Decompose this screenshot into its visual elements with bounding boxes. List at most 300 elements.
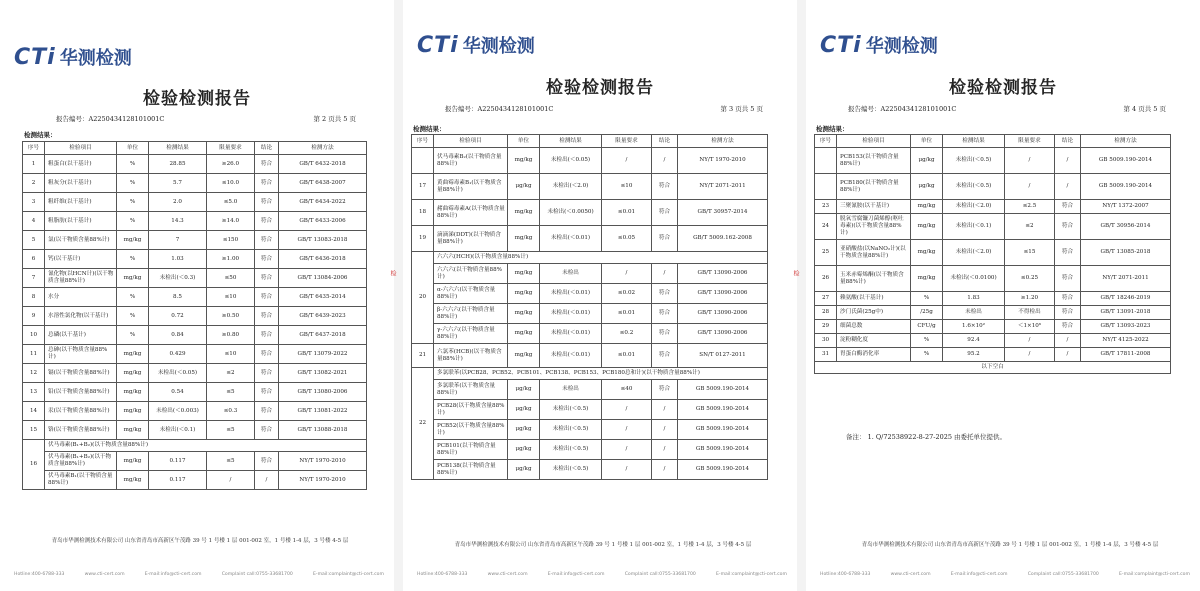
table-row <box>23 364 367 383</box>
stamp: 检 <box>389 270 396 276</box>
table-cell: / <box>602 264 652 284</box>
logo-text: 华测检测 <box>865 36 938 57</box>
column-header: 单位 <box>508 135 540 148</box>
table-cell: ≤5 <box>207 383 255 402</box>
table-cell: 1.83 <box>943 292 1005 306</box>
report-number: 报告编号：A2250434128101001C <box>445 105 554 113</box>
table-cell: mg/kg <box>117 364 149 383</box>
table-cell: ≥1.20 <box>1005 292 1055 306</box>
table-cell: GB/T 18246-2019 <box>1081 292 1171 306</box>
table-row <box>23 155 367 174</box>
table-cell: 粗蛋白(以干基计) <box>45 155 117 174</box>
table-cell: 多氯联苯(以干物质含量88%计) <box>434 380 508 400</box>
column-header: 检测方法 <box>279 142 367 155</box>
table-cell: % <box>911 292 943 306</box>
table-cell: GB 5009.190-2014 <box>678 460 768 480</box>
contact-item: E-mail:complaint@cti-cert.com <box>1119 572 1190 577</box>
table-cell: ≤10.0 <box>207 174 255 193</box>
table-cell: 未检出(＜0.0100) <box>943 266 1005 292</box>
table-cell: 0.117 <box>149 471 207 490</box>
report-meta <box>56 114 356 123</box>
table-cell: 未检出(＜0.5) <box>540 420 602 440</box>
table-cell: 符合 <box>652 380 678 400</box>
end-marker: 以下空白 <box>815 362 1171 374</box>
column-header: 序号 <box>412 135 434 148</box>
table-cell: 不得检出 <box>1005 306 1055 320</box>
table-cell: 钙(以干基计) <box>45 250 117 269</box>
report-meta <box>848 104 1166 113</box>
table-cell: 符合 <box>255 288 279 307</box>
table-cell: 11 <box>23 345 45 364</box>
table-row <box>815 174 1171 200</box>
table-cell: 2.0 <box>149 193 207 212</box>
table-cell: % <box>911 348 943 362</box>
table-cell: % <box>117 288 149 307</box>
table-cell: 5.7 <box>149 174 207 193</box>
table-cell: 符合 <box>1055 200 1081 214</box>
page-number: 第 3 页共 5 页 <box>720 105 763 113</box>
table-cell: 黄曲霉毒素B₁(以干物质含量88%计) <box>434 174 508 200</box>
table-cell: / <box>652 400 678 420</box>
table-cell: 伏马毒素B₁(以干物质含量88%计) <box>45 471 117 490</box>
table-cell: CFU/g <box>911 320 943 334</box>
table-cell: mg/kg <box>117 345 149 364</box>
table-cell: ≤2 <box>1005 214 1055 240</box>
table-cell: ≤50 <box>207 269 255 288</box>
table-cell: ≤5 <box>207 452 255 471</box>
table-cell: PCB28(以干物质含量88%计) <box>434 400 508 420</box>
table-cell: / <box>652 420 678 440</box>
table-cell: 符合 <box>255 269 279 288</box>
contact-bar <box>14 572 384 577</box>
table-cell: GB/T 6437-2018 <box>279 326 367 345</box>
column-header: 检验项目 <box>45 142 117 155</box>
contact-item: Hotline:400-6788-333 <box>417 572 468 577</box>
table-cell: 7 <box>149 231 207 250</box>
table-cell: mg/kg <box>911 200 943 214</box>
column-header: 单位 <box>117 142 149 155</box>
table-cell: 水分 <box>45 288 117 307</box>
remarks-text: 1. Q/72538922-8-27-2025 由委托单位提供。 <box>867 433 1007 441</box>
table-cell: GB/T 13083-2018 <box>279 231 367 250</box>
table-cell: ≤5.0 <box>207 193 255 212</box>
table-row <box>815 320 1171 334</box>
table-cell: 1.03 <box>149 250 207 269</box>
contact-item: E-mail:info@cti-cert.com <box>950 572 1008 577</box>
table-cell: 符合 <box>255 174 279 193</box>
table-cell: GB/T 13090-2006 <box>678 304 768 324</box>
table-cell: GB/T 13091-2018 <box>1081 306 1171 320</box>
report-number: 报告编号：A2250434128101001C <box>56 115 165 123</box>
table-cell: 镉(以干物质含量88%计) <box>45 364 117 383</box>
results-table <box>22 141 367 490</box>
table-cell: 未检出(＜0.05) <box>149 364 207 383</box>
table-cell: GB/T 13090-2006 <box>678 264 768 284</box>
table-cell: GB/T 13093-2023 <box>1081 320 1171 334</box>
table-cell: PCB52(以干物质含量88%计) <box>434 420 508 440</box>
table-cell: 符合 <box>652 324 678 344</box>
table-cell: μg/kg <box>508 420 540 440</box>
table-row <box>23 452 367 471</box>
table-cell: 符合 <box>255 231 279 250</box>
table-cell: / <box>602 400 652 420</box>
table-cell: 31 <box>815 348 837 362</box>
row-number: 20 <box>412 252 434 344</box>
table-cell: 3 <box>23 193 45 212</box>
page-footer: 青岛市华测检测技术有限公司 山东省青岛市高新区午茂路 39 号 1 号楼 1 层 001-002 室，1 号楼 1-4 层，3 号楼 4-5 层 <box>861 542 1159 548</box>
table-cell: ≤2.5 <box>1005 200 1055 214</box>
table-cell: PCB138(以干物质含量88%计) <box>434 460 508 480</box>
table-cell: 26 <box>815 266 837 292</box>
table-cell: NY/T 1970-2010 <box>678 148 768 174</box>
table-cell: 21 <box>412 344 434 368</box>
table-cell: 30 <box>815 334 837 348</box>
table-cell: 胃蛋白酶消化率 <box>837 348 911 362</box>
table-cell: 18 <box>412 200 434 226</box>
table-cell: ≤2 <box>207 364 255 383</box>
results-table <box>411 134 768 480</box>
table-cell: 19 <box>412 226 434 252</box>
logo-mark: CTi <box>14 44 56 70</box>
table-row <box>412 400 768 420</box>
table-cell: / <box>1005 174 1055 200</box>
table-cell: 总砷(以干物质含量88%计) <box>45 345 117 364</box>
table-row <box>23 212 367 231</box>
table-row <box>23 402 367 421</box>
table-cell: SN/T 0127-2011 <box>678 344 768 368</box>
table-cell: ≤0.05 <box>602 226 652 252</box>
table-cell: 符合 <box>1055 306 1081 320</box>
table-cell: μg/kg <box>508 440 540 460</box>
table-cell: 0.72 <box>149 307 207 326</box>
table-cell: / <box>207 471 255 490</box>
table-cell: ≥0.50 <box>207 307 255 326</box>
table-cell: ≤0.3 <box>207 402 255 421</box>
report-page-4 <box>806 0 1200 591</box>
table-cell: 符合 <box>1055 320 1081 334</box>
table-cell: mg/kg <box>508 284 540 304</box>
table-cell: GB/T 13079-2022 <box>279 345 367 364</box>
table-cell: 未检出(＜0.1) <box>149 421 207 440</box>
table-cell: mg/kg <box>508 148 540 174</box>
page-footer: 青岛市华测检测技术有限公司 山东省青岛市高新区午茂路 39 号 1 号楼 1 层 001-002 室，1 号楼 1-4 层，3 号楼 4-5 层 <box>454 542 752 548</box>
table-row <box>23 174 367 193</box>
table-cell: NY/T 2071-2011 <box>1081 266 1171 292</box>
table-row <box>815 306 1171 320</box>
table-cell: ＜1×10⁶ <box>1005 320 1055 334</box>
table-cell: mg/kg <box>508 304 540 324</box>
column-header: 检验项目 <box>434 135 508 148</box>
table-cell: 1.6×10² <box>943 320 1005 334</box>
table-cell: 符合 <box>1055 292 1081 306</box>
table-header <box>23 142 367 155</box>
table-row <box>815 240 1171 266</box>
table-row <box>815 148 1171 174</box>
table-cell: 符合 <box>1055 266 1081 292</box>
table-cell: 粗脂肪(以干基计) <box>45 212 117 231</box>
table-header <box>815 135 1171 148</box>
table-cell: 三聚氰胺(以干基计) <box>837 200 911 214</box>
table-row <box>815 266 1171 292</box>
table-cell: 14 <box>23 402 45 421</box>
table-cell: 0.117 <box>149 452 207 471</box>
table-cell: % <box>117 326 149 345</box>
table-cell: 未检出(＜0.0050) <box>540 200 602 226</box>
logo-text: 华测检测 <box>462 36 535 57</box>
group-title: 伏马毒素(B₁+B₂)(以干物质含量88%计) <box>45 440 367 452</box>
table-cell: 13 <box>23 383 45 402</box>
table-cell: 92.4 <box>943 334 1005 348</box>
column-header: 限量要求 <box>1005 135 1055 148</box>
table-cell: NY/T 4125-2022 <box>1081 334 1171 348</box>
table-cell: 未检出(＜0.01) <box>540 344 602 368</box>
table-cell: ≤5 <box>207 421 255 440</box>
table-cell: ≥26.0 <box>207 155 255 174</box>
table-cell: 脱氧雪腐镰刀菌烯醇(呕吐毒素)(以干物质含量88%计) <box>837 214 911 240</box>
table-cell: 总磷(以干基计) <box>45 326 117 345</box>
table-cell: / <box>602 420 652 440</box>
table-cell: 符合 <box>255 212 279 231</box>
table-cell: 28.85 <box>149 155 207 174</box>
contact-bar <box>820 572 1190 577</box>
table-cell: / <box>652 440 678 460</box>
table-cell: GB/T 6432-2018 <box>279 155 367 174</box>
table-cell: 未检出(＜0.05) <box>540 148 602 174</box>
table-row <box>412 148 768 174</box>
table-cell: / <box>602 440 652 460</box>
contact-item: Complaint call:0755-33681700 <box>221 572 293 577</box>
table-cell: / <box>1005 334 1055 348</box>
table-cell: α-六六六(以干物质含量88%计) <box>434 284 508 304</box>
table-row <box>23 231 367 250</box>
table-cell: 符合 <box>652 284 678 304</box>
table-cell: 未检出(＜0.1) <box>943 214 1005 240</box>
table-cell: PCB153(以干物质含量88%计) <box>837 148 911 174</box>
table-cell: 符合 <box>1055 214 1081 240</box>
table-cell: 4 <box>23 212 45 231</box>
table-cell: NY/T 2071-2011 <box>678 174 768 200</box>
table-cell: 未检出(＜0.5) <box>943 148 1005 174</box>
table-cell: ≤40 <box>602 380 652 400</box>
table-row <box>23 383 367 402</box>
column-header: 结论 <box>255 142 279 155</box>
table-cell: μg/kg <box>508 174 540 200</box>
table-cell: 未检出(＜2.0) <box>943 200 1005 214</box>
table-cell: 12 <box>23 364 45 383</box>
column-header: 检测结果 <box>943 135 1005 148</box>
cti-logo <box>820 32 938 58</box>
table-cell: 未检出(＜0.5) <box>540 400 602 420</box>
table-cell: GB/T 13090-2006 <box>678 324 768 344</box>
table-cell: GB/T 13081-2022 <box>279 402 367 421</box>
table-cell: ≥14.0 <box>207 212 255 231</box>
table-row <box>412 380 768 400</box>
logo-mark: CTi <box>820 32 862 58</box>
table-row <box>815 334 1171 348</box>
stamp: 检 <box>792 270 799 276</box>
table-cell: ≤15 <box>1005 240 1055 266</box>
table-row <box>412 420 768 440</box>
table-cell: 未检出(＜0.003) <box>149 402 207 421</box>
table-cell: GB 5009.190-2014 <box>678 400 768 420</box>
table-cell: GB/T 6433-2006 <box>279 212 367 231</box>
table-cell: ≤0.25 <box>1005 266 1055 292</box>
table-cell: 7 <box>23 269 45 288</box>
table-cell: mg/kg <box>508 226 540 252</box>
table-cell: PCB101(以干物质含量88%计) <box>434 440 508 460</box>
table-cell: 27 <box>815 292 837 306</box>
table-cell: 10 <box>23 326 45 345</box>
table-cell: GB 5009.190-2014 <box>678 380 768 400</box>
table-cell: 14.3 <box>149 212 207 231</box>
contact-bar <box>417 572 787 577</box>
page-title: 检验检测报告 <box>143 89 251 109</box>
table-cell: mg/kg <box>508 324 540 344</box>
table-cell: NY/T 1372-2007 <box>1081 200 1171 214</box>
table-cell: 未检出(＜0.3) <box>149 269 207 288</box>
table-row <box>412 284 768 304</box>
table-row <box>23 421 367 440</box>
table-cell: 汞(以干物质含量88%计) <box>45 402 117 421</box>
cti-logo <box>14 44 132 70</box>
table-row <box>815 200 1171 214</box>
page-number: 第 2 页共 5 页 <box>313 115 356 123</box>
table-cell: 伏马毒素B₂(以干物质含量88%计) <box>434 148 508 174</box>
table-cell: 0.429 <box>149 345 207 364</box>
table-cell: 铅(以干物质含量88%计) <box>45 383 117 402</box>
column-header: 结论 <box>652 135 678 148</box>
page-gap <box>394 0 403 591</box>
column-header: 序号 <box>815 135 837 148</box>
column-header: 检验项目 <box>837 135 911 148</box>
table-cell: % <box>911 334 943 348</box>
report-page-3 <box>403 0 797 591</box>
table-row <box>23 288 367 307</box>
table-row <box>23 307 367 326</box>
table-cell: / <box>1005 348 1055 362</box>
table-cell: 未检出(＜0.01) <box>540 226 602 252</box>
page-number: 第 4 页共 5 页 <box>1123 105 1166 113</box>
table-cell: 亚硝酸盐(以NaNO₂计)(以干物质含量88%计) <box>837 240 911 266</box>
contact-item: E-mail:info@cti-cert.com <box>144 572 202 577</box>
table-cell: mg/kg <box>508 264 540 284</box>
table-cell <box>815 148 837 174</box>
table-cell: 氰化物(以HCN计)(以干物质含量88%计) <box>45 269 117 288</box>
table-row <box>412 264 768 284</box>
table-cell: 符合 <box>255 326 279 345</box>
table-row <box>412 226 768 252</box>
table-cell: ≤150 <box>207 231 255 250</box>
table-cell: GB 5009.190-2014 <box>678 440 768 460</box>
table-cell: / <box>1005 148 1055 174</box>
table-cell: mg/kg <box>911 266 943 292</box>
table-cell: / <box>1055 174 1081 200</box>
table-cell: 15 <box>23 421 45 440</box>
contact-item: www.cti-cert.com <box>84 572 125 577</box>
table-row <box>815 214 1171 240</box>
contact-item: Hotline:400-6788-333 <box>820 572 871 577</box>
row-number: 16 <box>23 440 45 490</box>
table-cell: γ-六六六(以干物质含量88%计) <box>434 324 508 344</box>
table-cell: 铬(以干物质含量88%计) <box>45 421 117 440</box>
section-heading: 检测结果： <box>24 131 57 139</box>
table-row <box>412 200 768 226</box>
table-cell: mg/kg <box>117 269 149 288</box>
table-cell: GB/T 17811-2008 <box>1081 348 1171 362</box>
logo-text: 华测检测 <box>59 48 132 69</box>
table-cell: 符合 <box>255 402 279 421</box>
table-cell: mg/kg <box>508 200 540 226</box>
table-cell: / <box>602 460 652 480</box>
table-cell: % <box>117 193 149 212</box>
table-row <box>412 440 768 460</box>
table-cell: 符合 <box>255 421 279 440</box>
table-cell: 符合 <box>1055 240 1081 266</box>
row-number: 22 <box>412 368 434 480</box>
table-row <box>23 269 367 288</box>
table-cell: 8 <box>23 288 45 307</box>
table-cell: / <box>1055 148 1081 174</box>
table-cell: 0.54 <box>149 383 207 402</box>
table-cell: 未检出(＜0.5) <box>540 440 602 460</box>
table-cell: % <box>117 174 149 193</box>
table-cell: / <box>255 471 279 490</box>
report-page-2 <box>0 0 394 591</box>
table-cell: 未检出(＜2.0) <box>540 174 602 200</box>
table-cell: % <box>117 250 149 269</box>
table-row <box>412 344 768 368</box>
contact-item: www.cti-cert.com <box>487 572 528 577</box>
table-cell: mg/kg <box>911 240 943 266</box>
table-cell: 25 <box>815 240 837 266</box>
table-row <box>815 348 1171 362</box>
table-row <box>412 460 768 480</box>
table-cell: mg/kg <box>117 471 149 490</box>
table-cell: 符合 <box>255 307 279 326</box>
page-title: 检验检测报告 <box>546 78 654 98</box>
contact-item: E-mail:info@cti-cert.com <box>547 572 605 577</box>
table-cell: 23 <box>815 200 837 214</box>
table-cell: μg/kg <box>911 174 943 200</box>
table-cell: 符合 <box>255 155 279 174</box>
table-cell: mg/kg <box>508 344 540 368</box>
table-cell: /25g <box>911 306 943 320</box>
table-cell: ≤0.01 <box>602 200 652 226</box>
column-header: 限量要求 <box>207 142 255 155</box>
table-cell: 1 <box>23 155 45 174</box>
table-row <box>815 362 1171 374</box>
column-header: 检测方法 <box>678 135 768 148</box>
table-cell: GB/T 13080-2006 <box>279 383 367 402</box>
table-cell: / <box>602 148 652 174</box>
table-cell: 未检出(＜0.01) <box>540 284 602 304</box>
table-cell: 六六六(以干物质含量88%计) <box>434 264 508 284</box>
table-cell: mg/kg <box>117 383 149 402</box>
table-cell: 2 <box>23 174 45 193</box>
table-cell: 符合 <box>652 200 678 226</box>
remarks-label: 备注： <box>846 433 866 441</box>
table-cell: ≤10 <box>602 174 652 200</box>
table-row <box>412 324 768 344</box>
table-cell: NY/T 1970-2010 <box>279 471 367 490</box>
table-cell: GB 5009.190-2014 <box>1081 174 1171 200</box>
table-cell: GB/T 13082-2021 <box>279 364 367 383</box>
table-cell: μg/kg <box>508 400 540 420</box>
table-cell: mg/kg <box>117 402 149 421</box>
table-cell: 未检出(＜2.0) <box>943 240 1005 266</box>
table-row <box>23 471 367 490</box>
table-cell: 符合 <box>652 304 678 324</box>
